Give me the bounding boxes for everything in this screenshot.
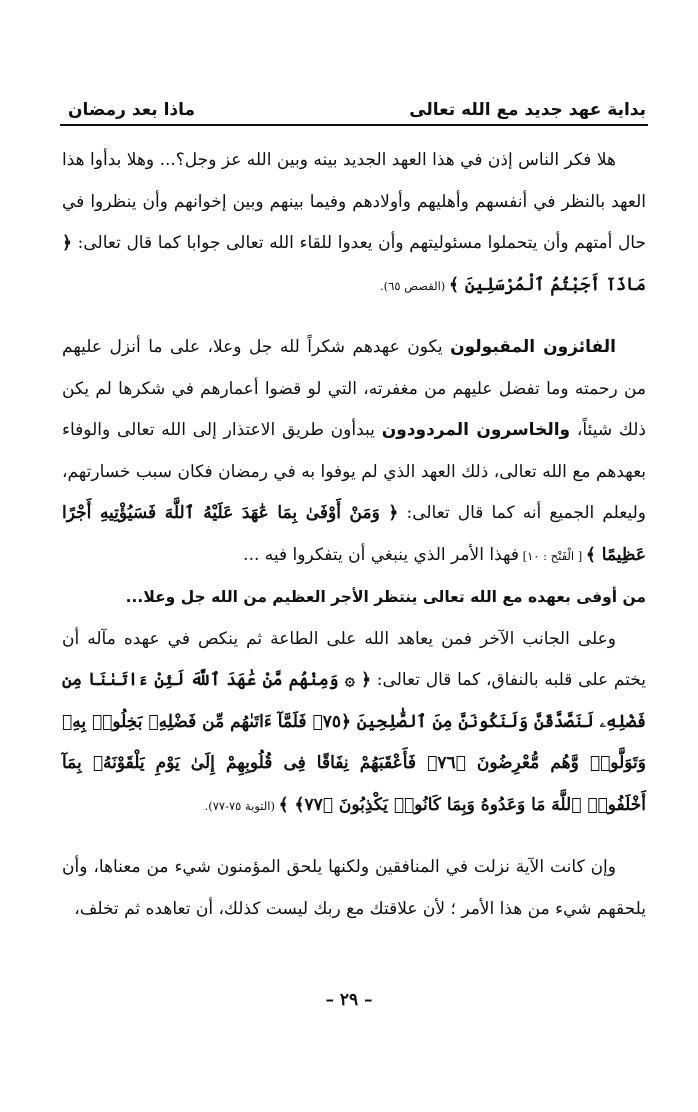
page-number: – ٢٩ – — [325, 990, 373, 1010]
paragraph-4 — [62, 847, 646, 930]
quran-verse: ﴿ ۞ وَمِنْهُم مَّنْ عَٰهَدَ ٱللَّهَ لَئِنْ ءَاتَىٰنَا مِن فَضْلِهِۦ لَنَصَّدَّقَنَّ وَلَنَكُونَنَّ مِنَ ٱلصَّٰلِحِينَ ﴿٧٥﴾ فَلَمَّآ ءَاتَىٰهُم مِّن فَضْلِهِۦ بَخِلُوا۟ بِهِۦ وَتَوَلَّوا۟ وَّهُم مُّعْرِضُونَ ﴿٧٦﴾ فَأَعْقَبَهُمْ نِفَاقًا فِى قُلُوبِهِمْ إِلَىٰ يَوْمِ يَلْقَوْنَهُۥ بِمَآ أَخْلَفُوا۟ ٱللَّهَ مَا وَعَدُوهُ وَبِمَا كَانُوا۟ يَكْذِبُونَ ﴿٧٧﴾ ﴾ — [62, 670, 646, 815]
paragraph-3 — [62, 619, 646, 828]
quran-verse: ﴿ مَاذَآ أَجَبْتُمُ ٱلْمُرْسَلِينَ ﴾ — [62, 233, 646, 295]
bold-phrase: الفائزون المقبولون — [450, 337, 617, 357]
paragraph-text: يبدأون طريق الاعتذار إلى الله تعالى والوفاء بعهدهم مع الله تعالى، ذلك العهد الذي لم يوفوا به في رمضان فكان سبب خسارتهم، وليعلم الجميع أنه كما قال تعالى: — [62, 420, 646, 523]
body-text — [62, 140, 646, 930]
quran-verse: ﴿ وَمَنْ أَوْفَىٰ بِمَا عَٰهَدَ عَلَيْهُ ٱللَّهَ فَسَيُؤْتِيهِ أَجْرًا عَظِيمًا ﴾ — [62, 503, 646, 565]
running-header — [68, 84, 646, 120]
paragraph-1 — [62, 140, 646, 307]
bold-phrase: والخاسرون المردودون — [381, 420, 571, 440]
chapter-title: بداية عهد جديد مع الله تعالى — [409, 100, 646, 120]
verse-reference: [ الْفَتْح : ١٠] — [518, 548, 586, 563]
book-title: ماذا بعد رمضان — [68, 100, 196, 120]
paragraph-text: وعلى الجانب الآخر فمن يعاهد الله على الطاعة ثم ينكص في عهده مآله أن يختم على قلبه بالنفاق، كما قال تعالى: — [62, 628, 646, 690]
verse-reference: (القصص ٦٥). — [380, 278, 449, 293]
paragraph-text: هلا فكر الناس إذن في هذا العهد الجديد بينه وبين الله عز وجل؟... وهلا بدأوا هذا العهد بالنظر في أنفسهم وأهليهم وأولادهم وفيما بينهم وبين إخوانهم وأن ينظروا في حال أمتهم وأن يتحملوا مسئوليتهم وأن يعدوا للقاء الله تعالى جوابا كما قال تعالى: — [62, 150, 646, 253]
paragraph-text: وإن كانت الآية نزلت في المنافقين ولكنها يلحق المؤمنون شيء من معناها، وأن يلحقهم شيء من هذا الأمر ؛ لأن علاقتك مع ربك ليست كذلك، أن تعاهده ثم تخلف، — [62, 857, 646, 919]
section-subheading: من أوفى بعهده مع الله تعالى ينتظر الأجر العظيم من الله جل وعلا... — [125, 588, 646, 606]
paragraph-text: فهذا الأمر الذي ينبغي أن يتفكروا فيه ... — [243, 544, 519, 565]
paragraph-text: يكون عهدهم شكراً لله جل وعلا، على ما أنزل عليهم من رحمته وما تفضل عليهم من مغفرته، التي لو قضوا أعمارهم في شكرها لم يكن ذلك شيئاً، — [62, 337, 646, 440]
verse-reference: (التوبة ٧٥-٧٧). — [204, 798, 279, 813]
paragraph-2 — [62, 327, 646, 577]
header-rule — [60, 124, 648, 126]
